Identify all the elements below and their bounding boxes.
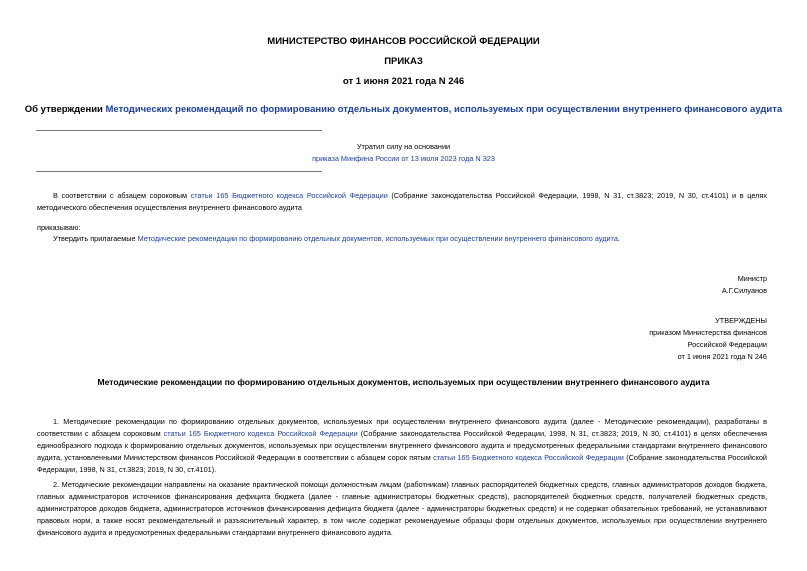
signature-name: А.Г.Силуанов [721, 286, 767, 295]
divider-top [36, 130, 322, 131]
recommendations-link[interactable]: Методические рекомендации по формированию отдельных документов, используемых при осуществлении внутреннего финансового аудита [137, 234, 618, 243]
approved-by: приказом Министерства финансов [649, 328, 767, 337]
order-word: приказываю: [37, 223, 81, 232]
approve-text: Утвердить прилагаемые [53, 234, 138, 243]
repeal-note: Утратил силу на основании [356, 142, 451, 151]
p1-text-a: 1. Методические рекомендации по формированию отдельных документов, используемых при осуществлении внутреннего финансового аудита (далее - Методические рекомендации), разработаны в соответствии с абзацем сороковым [37, 417, 767, 438]
ministry-heading: МИНИСТЕРСТВО ФИНАНСОВ РОССИЙСКОЙ ФЕДЕРАЦИИ [267, 36, 540, 47]
document-title [0, 104, 807, 115]
preamble-paragraph [37, 190, 767, 214]
signature-position: Министр [737, 274, 767, 283]
p1-budget-code-link-2[interactable]: статьи 165 Бюджетного кодекса Российской Федерации [433, 453, 624, 462]
doc-type-heading: ПРИКАЗ [384, 56, 423, 67]
approved-country: Российской Федерации [687, 340, 767, 349]
p1-budget-code-link-1[interactable]: статьи 165 Бюджетного кодекса Российской Федерации [163, 429, 358, 438]
signature-block [722, 273, 767, 297]
paragraph-1 [37, 416, 767, 476]
approved-date: от 1 июня 2021 года N 246 [677, 352, 767, 361]
repeal-link[interactable]: приказа Минфина России от 13 июля 2023 года N 323 [312, 154, 495, 163]
p1-text-b: (Собрание законодательства Российской Федерации, 1998, N 31, ст.3823; 2019, N 30, ст.4101) в целях обеспечения единообразного подхода к формированию отдельных документов, используемых при осуществлении внутреннего финансового аудита и предусмотренных федеральными стандартами внутреннего финансового аудита, установленными Министерством финансов Российской Федерации в соответствии с абзацем сорок пятым [37, 429, 767, 462]
approved-label: УТВЕРЖДЕНЫ [715, 316, 767, 325]
title-prefix: Об утверждении [24, 104, 106, 115]
divider-bottom [36, 171, 322, 172]
approve-paragraph [37, 233, 767, 245]
approval-stamp [649, 315, 767, 363]
budget-code-link[interactable]: статьи 165 Бюджетного кодекса Российской Федерации [190, 191, 388, 200]
p1-text-c: (Собрание законодательства Российской Федерации, 1998, N 31, ст.3823; 2019, N 30, ст.4101). [37, 453, 767, 474]
title-link[interactable]: Методических рекомендаций по формированию отдельных документов, используемых при осуществлении внутреннего финансового аудита [105, 104, 783, 115]
approve-end: . [617, 234, 620, 243]
paragraph-2: 2. Методические рекомендации направлены на оказание практической помощи должностным лицам (работникам) главных распорядителей бюджетных средств, главных администраторов доходов бюджета, главных администраторов источников финансирования дефицита бюджета (далее - главные администраторы бюджетных средств), распорядителей бюджетных средств, получателей бюджетных средств, администраторов доходов бюджета, администраторов источников финансирования дефицита бюджета (далее - администраторы бюджетных средств) и не содержат обязательных требований, не устанавливают правовых норм, а также носят рекомендательный и разъяснительный характер, в том числе содержат рекомендуемые образцы форм отдельных документов, используемых при осуществлении внутреннего финансового аудита и предусмотренных федеральными стандартами внутреннего финансового аудита. [37, 480, 767, 537]
preamble-text-cont: (Собрание законодательства Российской Федерации, 1998, N 31, ст.3823; 2019, N 30, ст.4101) и в целях методического обеспечения осуществления внутреннего финансового аудита [37, 191, 767, 212]
preamble-text: В соответствии с абзацем сороковым [53, 191, 191, 200]
doc-date-number: от 1 июня 2021 года N 246 [342, 76, 465, 87]
section-title: Методические рекомендации по формированию отдельных документов, используемых при осуществлении внутреннего финансового аудита [97, 377, 710, 387]
